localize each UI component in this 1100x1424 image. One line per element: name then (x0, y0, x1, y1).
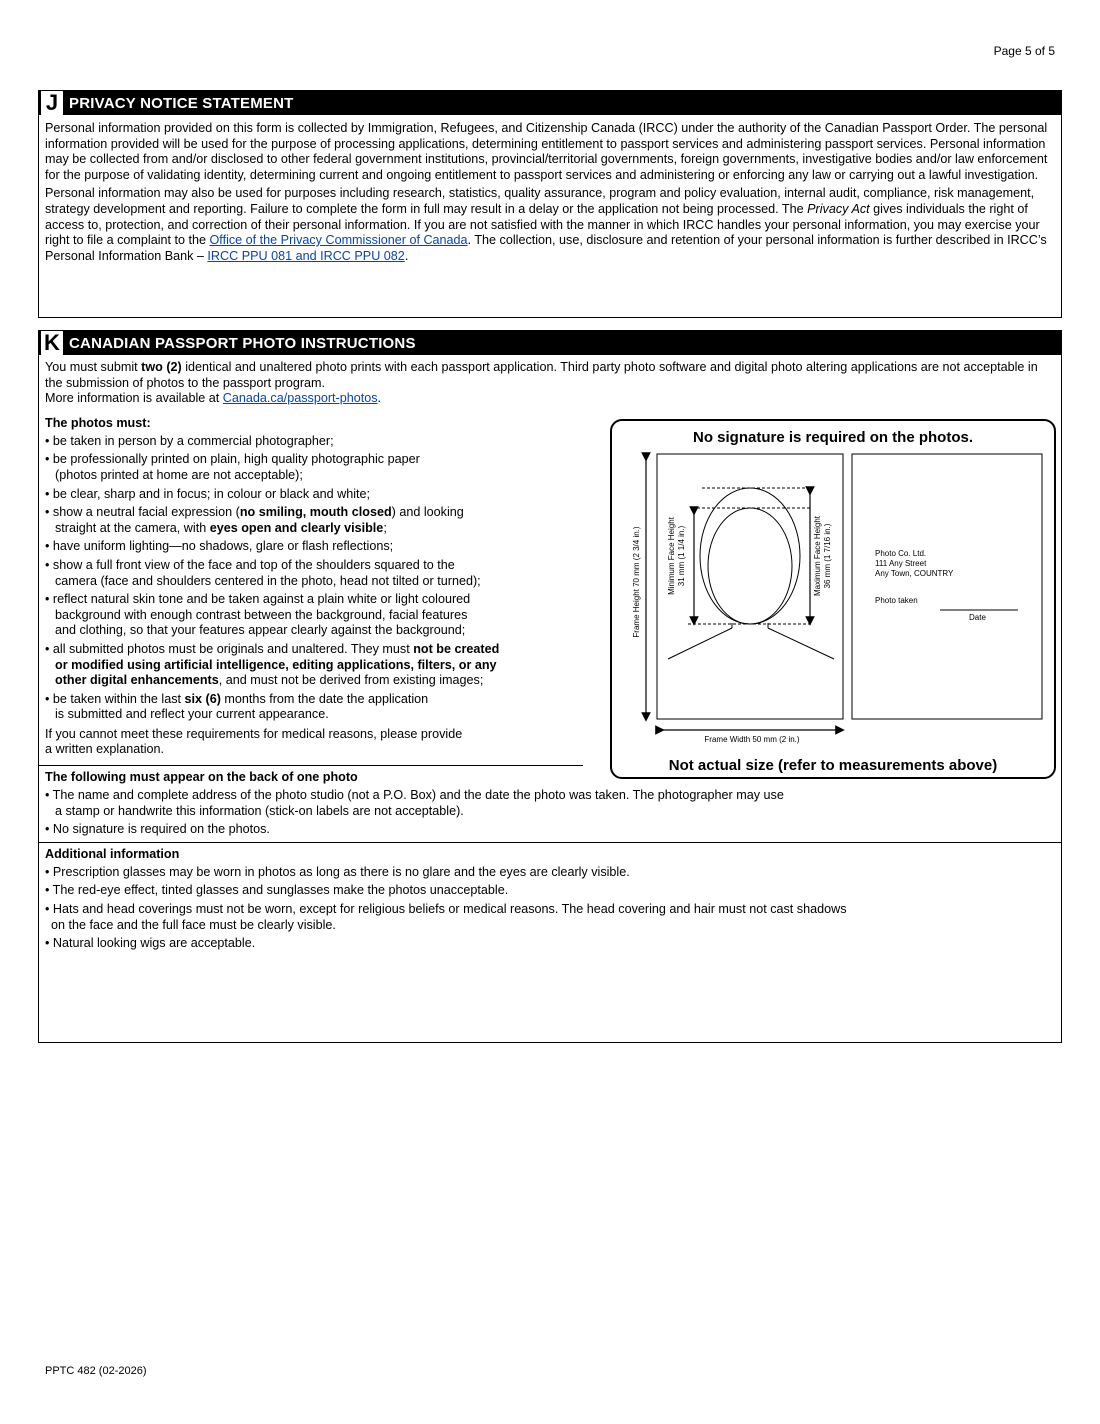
studio-info: Photo Co. Ltd. 111 Any Street Any Town, COUNTRY (875, 549, 954, 578)
photo-taken-label: Photo taken (875, 596, 918, 605)
section-header (39, 331, 1061, 355)
passport-photos-link[interactable]: Canada.ca/passport-photos (222, 391, 378, 406)
frame-width-label: Frame Width 50 mm (2 in.) (704, 735, 800, 744)
diagram-top-caption: No signature is required on the photos. (692, 429, 974, 446)
requirement-item: • all submitted photos must be originals and unaltered. They must not be created or modified using artificial intelligence, editing applications, filters, or any other digital enhancements, and must not be derived from existing images; (45, 641, 500, 688)
section-title: CANADIAN PASSPORT PHOTO INSTRUCTIONS (69, 334, 416, 352)
requirement-item: • show a full front view of the face and top of the shoulders squared to the camera (face and shoulders centered in the photo, head not tilted or turned); (45, 557, 481, 588)
photo-back-frame (852, 454, 1042, 719)
back-item: • No signature is required on the photos. (45, 822, 270, 837)
medical-note: If you cannot meet these requirements for medical reasons, please provide a written explanation. (45, 726, 463, 757)
requirement-item: • be clear, sharp and in focus; in colour or black and white; (45, 486, 371, 501)
additional-info-heading: Additional information (45, 846, 180, 861)
requirement-item: • be taken within the last six (6) months from the date the application is submitted and reflect your current appearance. (45, 691, 429, 722)
date-label: Date (969, 613, 986, 622)
ircc-ppu-link[interactable]: IRCC PPU 081 and IRCC PPU 082 (207, 248, 405, 263)
min-head-oval (708, 508, 792, 624)
photo-dimensions-diagram (610, 419, 1056, 779)
left-shoulder (668, 628, 732, 659)
intro-paragraph: You must submit two (2) identical and unaltered photo prints with each passport application. Third party photo software and digital photo altering applications are not acceptable in the submission of photos to the passport program. (45, 360, 1038, 390)
max-face-label: Maximum Face Height 36 mm (1 7/16 in.) (813, 515, 832, 597)
back-of-photo-heading: The following must appear on the back of one photo (45, 770, 358, 785)
requirement-item: • be taken in person by a commercial photographer; (45, 433, 334, 448)
additional-item: • Natural looking wigs are acceptable. (45, 936, 256, 951)
requirement-item: • show a neutral facial expression (no smiling, mouth closed) and looking straight at the camera, with eyes open and clearly visible; (45, 505, 464, 535)
photo-requirements (39, 407, 584, 758)
form-code: PPTC 482 (02-2026) (45, 1365, 147, 1377)
back-item: • The name and complete address of the photo studio (not a P.O. Box) and the date the photo was taken. The photographer may use a stamp or handwrite this information (stick-on labels are not acceptable). (45, 788, 784, 818)
section-title: PRIVACY NOTICE STATEMENT (69, 94, 294, 112)
page-number: Page 5 of 5 (993, 44, 1055, 58)
additional-item: • Hats and head coverings must not be worn, except for religious beliefs or medical reasons. The head covering and hair must not cast shadows on the face and the full face must be clearly visible. (45, 902, 847, 932)
section-header (39, 91, 1061, 115)
requirement-item: • be professionally printed on plain, high quality photographic paper (photos printed at home are not acceptable); (45, 452, 420, 482)
photos-must-heading: The photos must: (45, 415, 151, 430)
min-face-label: Minimum Face Height 31 mm (1 1/4 in.) (667, 517, 686, 595)
section-privacy-notice (38, 90, 1062, 318)
privacy-paragraph-1: Personal information provided on this form is collected by Immigration, Refugees, and Citizenship Canada (IRCC) under the authority of the Canadian Passport Order. The personal information provided will be used for the purpose of processing applications, determining entitlement to passport services and administering passport services. Personal information may be collected from and/or disclosed to other federal government institutions, provincial/territorial governments, foreign governments, investigative bodies and/or law enforcement for the purpose of validating identity, determining current and ongoing entitlement to passport services and administering or enforcing any law or carrying out a lawful investigation. (45, 121, 1048, 182)
section-letter: K (41, 331, 63, 355)
frame-height-label: Frame Height 70 mm (2 3/4 in.) (632, 526, 641, 638)
diagram-bottom-caption: Not actual size (refer to measurements above) (668, 757, 998, 774)
privacy-commissioner-link[interactable]: Office of the Privacy Commissioner of Canada (209, 233, 468, 248)
more-info: More information is available at Canada.ca/passport-photos. (45, 391, 382, 406)
privacy-paragraph-2: Personal information may also be used for purposes including research, statistics, quality assurance, program and policy evaluation, internal audit, compliance, risk management, strategy development and reporting. Failure to complete the form in full may result in a delay or the application not being processed. The Privacy Act gives individuals the right of access to, protection, and correction of their personal information. If you are not satisfied with the manner in which IRCC handles your personal information, you may exercise your right to file a complaint to the Office of the Privacy Commissioner of Canada. The collection, use, disclosure and retention of your personal information is further described in IRCC’s Personal Information Bank – IRCC PPU 081 and IRCC PPU 082. (45, 186, 1047, 263)
section-letter: J (41, 91, 63, 115)
requirement-item: • reflect natural skin tone and be taken against a plain white or light coloured background with enough contrast between the background, facial features and clothing, so that your features appear clearly against the background; (45, 592, 471, 638)
right-shoulder (768, 628, 834, 659)
additional-item: • Prescription glasses may be worn in photos as long as there is no glare and the eyes are clearly visible. (45, 864, 630, 879)
requirement-item: • have uniform lighting—no shadows, glare or flash reflections; (45, 539, 394, 554)
additional-item: • The red-eye effect, tinted glasses and sunglasses make the photos unacceptable. (45, 883, 509, 898)
